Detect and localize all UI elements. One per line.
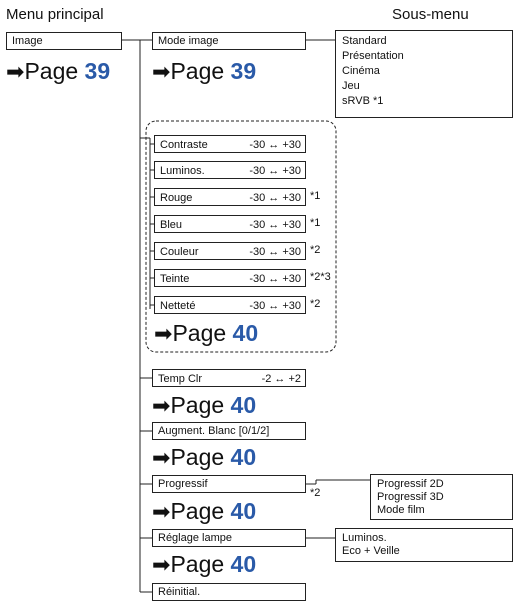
adjust-item-couleur <box>154 242 306 260</box>
lampe-options <box>335 528 513 562</box>
item-range: -2 ↔ +2 <box>261 373 301 385</box>
note-nettete: *2 <box>310 298 321 310</box>
mode-image-options <box>335 30 513 118</box>
option-progressif-2d: Progressif 2D <box>377 478 444 490</box>
page-number: 39 <box>230 58 257 84</box>
temp-clr-box <box>152 369 306 387</box>
augment-blanc-box <box>152 422 306 440</box>
option-standard: Standard <box>342 35 387 47</box>
right-arrow-icon: ➡ <box>154 321 173 346</box>
reglage-lampe-page-ref <box>152 551 256 578</box>
item-range: -30 ↔ +30 <box>249 246 301 258</box>
option-eco-veille: Eco + Veille <box>342 545 400 557</box>
page-prefix: Page <box>170 498 225 524</box>
item-label: Réglage lampe <box>158 532 232 544</box>
item-label: Réinitial. <box>158 586 201 598</box>
page-number: 39 <box>84 58 111 84</box>
item-range: -30 ↔ +30 <box>249 300 301 312</box>
item-label: Couleur <box>160 246 199 258</box>
option-presentation: Présentation <box>342 50 404 62</box>
item-label: Bleu <box>160 219 183 231</box>
item-range: -30 ↔ +30 <box>249 273 301 285</box>
reglage-lampe-box <box>152 529 306 547</box>
progressif-options <box>370 474 513 520</box>
adjust-item-bleu <box>154 215 306 233</box>
right-arrow-icon: ➡ <box>152 445 171 470</box>
right-arrow-icon: ➡ <box>152 499 171 524</box>
note-couleur: *2 <box>310 244 321 256</box>
page-prefix: Page <box>24 58 79 84</box>
right-arrow-icon: ➡ <box>152 552 171 577</box>
temp-clr-page-ref <box>152 392 256 419</box>
note-progressif: *2 <box>310 487 321 499</box>
item-label: Netteté <box>160 300 196 312</box>
option-srvb: sRVB *1 <box>342 95 384 107</box>
option-jeu: Jeu <box>342 80 360 92</box>
item-label: Luminos. <box>160 165 205 177</box>
note-bleu: *1 <box>310 217 321 229</box>
mode-image-page-ref <box>152 58 256 85</box>
item-range: -30 ↔ +30 <box>249 165 301 177</box>
page-prefix: Page <box>172 320 227 346</box>
image-label: Image <box>12 35 43 47</box>
reinitial-box <box>152 583 306 601</box>
item-label: Teinte <box>160 273 190 285</box>
page-prefix: Page <box>170 58 225 84</box>
item-label: Rouge <box>160 192 193 204</box>
adjust-item-luminos <box>154 161 306 179</box>
item-label: Progressif <box>158 478 208 490</box>
item-range: -30 ↔ +30 <box>249 139 301 151</box>
page-prefix: Page <box>170 392 225 418</box>
page-number: 40 <box>230 551 257 577</box>
option-progressif-3d: Progressif 3D <box>377 491 444 503</box>
note-teinte: *2*3 <box>310 271 331 283</box>
adjust-item-rouge <box>154 188 306 206</box>
note-rouge: *1 <box>310 190 321 202</box>
page-number: 40 <box>230 498 257 524</box>
augment-blanc-page-ref <box>152 444 256 471</box>
right-arrow-icon: ➡ <box>152 393 171 418</box>
progressif-page-ref <box>152 498 256 525</box>
mode-image-label: Mode image <box>158 35 219 47</box>
page-number: 40 <box>232 320 259 346</box>
progressif-box <box>152 475 306 493</box>
image-box <box>6 32 122 50</box>
adjust-item-nettete <box>154 296 306 314</box>
option-luminos: Luminos. <box>342 532 387 544</box>
adjust-page-ref <box>154 320 258 347</box>
adjust-item-contraste <box>154 135 306 153</box>
item-label: Augment. Blanc [0/1/2] <box>158 425 270 437</box>
item-range: -30 ↔ +30 <box>249 192 301 204</box>
option-cinema: Cinéma <box>342 65 380 77</box>
item-range: -30 ↔ +30 <box>249 219 301 231</box>
adjust-item-teinte <box>154 269 306 287</box>
item-label: Temp Clr <box>158 373 203 385</box>
item-label: Contraste <box>160 139 208 151</box>
page-number: 40 <box>230 444 257 470</box>
sub-menu-header: Sous-menu <box>392 6 469 23</box>
right-arrow-icon: ➡ <box>6 59 25 84</box>
page-number: 40 <box>230 392 257 418</box>
page-prefix: Page <box>170 551 225 577</box>
image-page-ref <box>6 58 110 85</box>
page-prefix: Page <box>170 444 225 470</box>
right-arrow-icon: ➡ <box>152 59 171 84</box>
option-mode-film: Mode film <box>377 504 425 516</box>
mode-image-box <box>152 32 306 50</box>
main-menu-header: Menu principal <box>6 6 104 23</box>
